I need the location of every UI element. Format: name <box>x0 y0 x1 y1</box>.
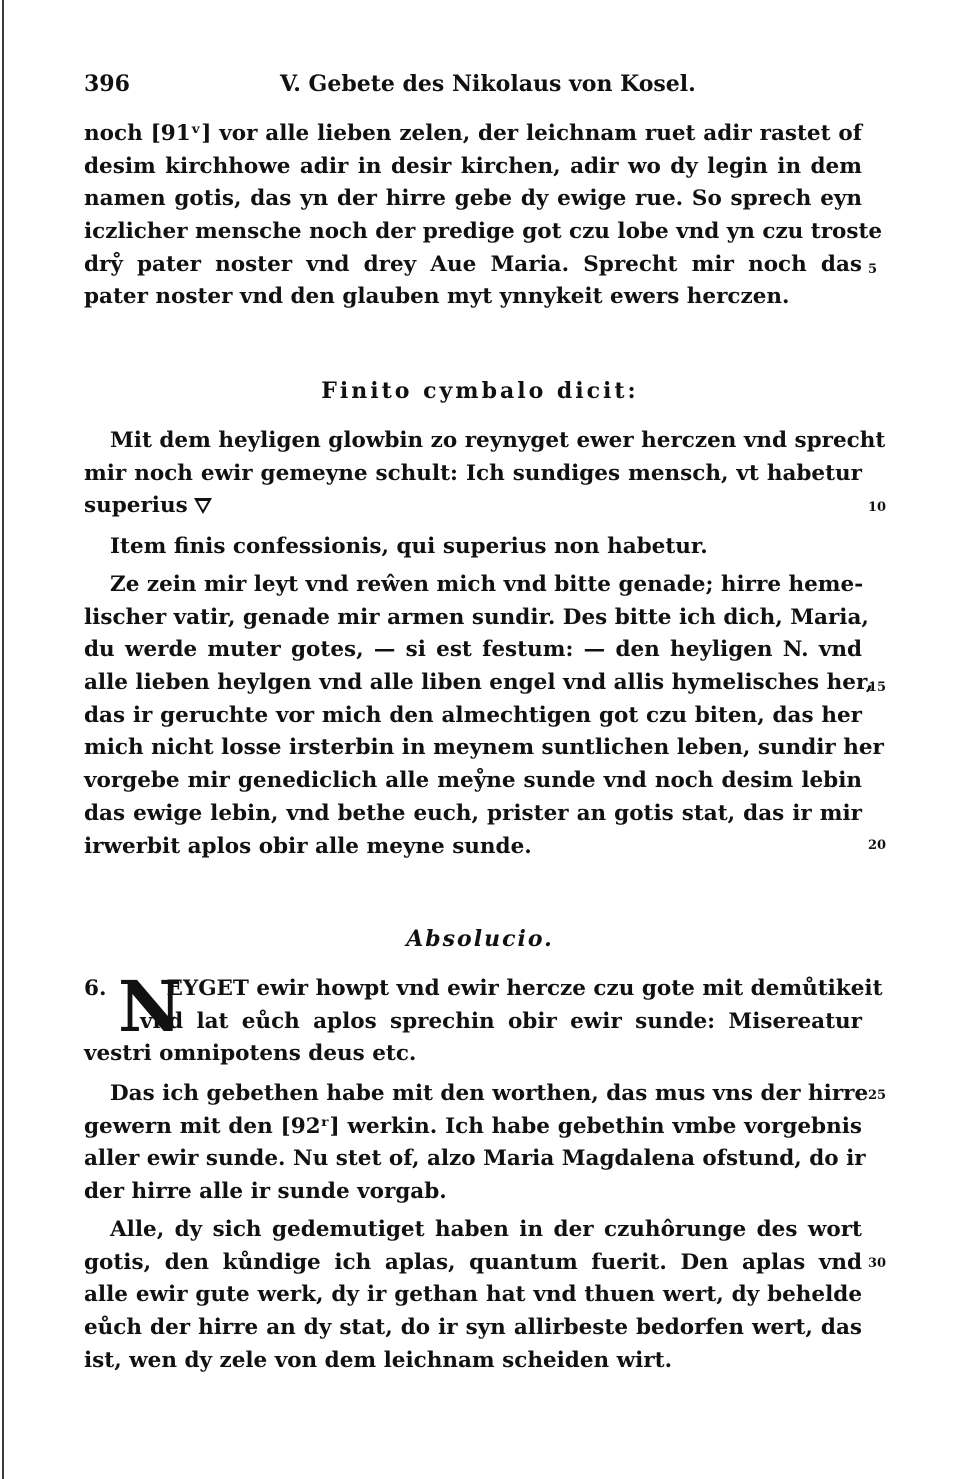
text-line: Das ich gebethen habe mit den worthen, das mus vns der hirre <box>110 1081 869 1106</box>
section-heading-absolucio: Absolucio. <box>406 926 554 952</box>
line-number-25: 25 <box>868 1088 887 1103</box>
paragraph-5 <box>84 965 883 1071</box>
paragraph-3 <box>84 531 862 564</box>
line-number-20: 20 <box>868 838 887 853</box>
text-line: ist, wen dy zele von dem leichnam scheiden wirt. <box>84 1347 673 1373</box>
text-line: namen gotis, das yn der hirre gebe dy ewige rue. So sprech eyn <box>84 186 862 212</box>
text-line: drẙ pater noster vnd drey Aue Maria. Sprecht mir noch das <box>84 251 862 277</box>
section-heading-finito: Finito cymbalo dicit: <box>321 378 639 404</box>
running-title: V. Gebete des Nikolaus von Kosel. <box>280 71 696 97</box>
paragraph-7 <box>84 1214 862 1377</box>
page-edge-rule <box>2 0 4 1479</box>
paragraph-1 <box>84 118 883 314</box>
text-line: vestri omnipotens deus etc. <box>84 1041 417 1067</box>
text-line: Mit dem heyligen glowbin zo reynyget ewer herczen vnd sprecht <box>110 428 886 453</box>
text-line <box>84 973 883 1006</box>
triangle-reference-icon <box>194 498 212 514</box>
text-line: eůch der hirre an dy stat, do ir syn allirbeste bedorfen wert, das <box>84 1315 862 1341</box>
text-line: noch [91ᵛ] vor alle lieben zelen, der leichnam ruet adir rastet of <box>84 121 862 146</box>
text-line <box>84 490 862 523</box>
page-number: 396 <box>84 71 130 97</box>
drop-cap-letter: N <box>118 965 182 1048</box>
text-line: desim kirchhowe adir in desir kirchen, adir wo dy legin in dem <box>84 153 862 179</box>
text-fragment: ewir howpt vnd ewir hercze czu gote mit demůtikeit <box>248 976 883 1001</box>
paragraph-6 <box>84 1078 869 1209</box>
text-line: irwerbit aplos obir alle meyne sunde. <box>84 833 532 859</box>
text-line: alle ewir gute werk, dy ir gethan hat vnd thuen wert, dy behelde <box>84 1282 862 1308</box>
line-number-10: 10 <box>868 500 887 515</box>
text-line: Item finis confessionis, qui superius non habetur. <box>110 534 708 559</box>
text-line: alle lieben heylgen vnd alle liben engel vnd allis hymelisches her, <box>84 670 874 696</box>
line-number-5: 5 <box>868 262 878 277</box>
text-line: aller ewir sunde. Nu stet of, alzo Maria Magdalena ofstund, do ir <box>84 1146 866 1172</box>
text-fragment: superius <box>84 493 188 519</box>
text-line: du werde muter gotes, — si est festum: — den heyligen N. vnd <box>84 637 862 663</box>
text-line: der hirre alle ir sunde vorgab. <box>84 1179 447 1205</box>
text-line: vnd lat eůch aplos sprechin obir ewir sunde: Misereatur <box>140 1008 862 1034</box>
text-line: das ir geruchte vor mich den almechtigen got czu biten, das her <box>84 702 862 728</box>
section-number: 6. <box>84 976 107 1001</box>
first-word-rest: EYGET <box>166 976 249 1001</box>
text-line: gewern mit den [92ʳ] werkin. Ich habe gebethin vmbe vorgebnis <box>84 1113 862 1139</box>
text-line: gotis, den kůndige ich aplas, quantum fuerit. Den aplas vnd <box>84 1249 862 1275</box>
line-number-30: 30 <box>868 1256 887 1271</box>
text-line: Alle, dy sich gedemutiget haben in der czuhôrunge des wort <box>110 1217 862 1242</box>
text-line: das ewige lebin, vnd bethe euch, prister an gotis stat, das ir mir <box>84 800 862 826</box>
text-line: pater noster vnd den glauben myt ynnykeit ewers herczen. <box>84 284 790 310</box>
running-head <box>84 66 864 102</box>
text-line: vorgebe mir genediclich alle meẙne sunde vnd noch desim lebin <box>84 768 862 794</box>
text-line: Ze zein mir leyt vnd reŵen mich vnd bitte genade; hirre heme- <box>110 572 864 597</box>
text-line: iczlicher mensche noch der predige got czu lobe vnd yn czu troste <box>84 219 883 245</box>
text-line: lischer vatir, genade mir armen sundir. Des bitte ich dich, Maria, <box>84 604 869 630</box>
text-line: mir noch ewir gemeyne schult: Ich sundiges mensch, vt habetur <box>84 460 862 486</box>
text-line: mich nicht losse irsterbin in meynem suntlichen leben, sundir her <box>84 735 884 761</box>
line-number-15: 15 <box>868 680 887 695</box>
